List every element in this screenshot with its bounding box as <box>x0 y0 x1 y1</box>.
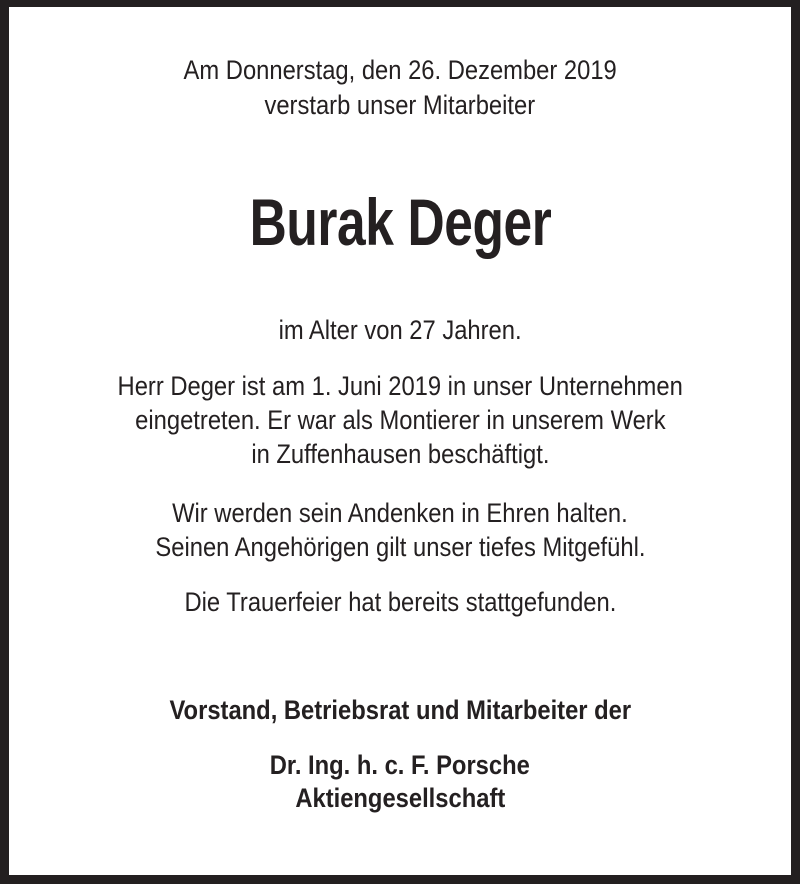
company-name-line <box>9 748 791 783</box>
age-line <box>9 313 791 348</box>
condolence-paragraph-line-1-text: Wir werden sein Andenken in Ehren halten. <box>172 498 628 528</box>
signature-line <box>9 693 791 728</box>
intro-line-text: verstarb unser Mitarbeiter <box>264 90 536 120</box>
signature-line-text: Vorstand, Betriebsrat und Mitarbeiter der <box>169 695 631 725</box>
company-name-line-text: Dr. Ing. h. c. F. Porsche <box>269 750 531 780</box>
condolence-paragraph-line-2-text: Seinen Angehörigen gilt unser tiefes Mitgefühl. <box>154 532 646 562</box>
company-legal-form-line-text: Aktiengesellschaft <box>295 783 505 813</box>
employment-paragraph-line-2 <box>9 403 791 438</box>
deceased-name <box>9 185 791 259</box>
date-line <box>9 53 791 88</box>
date-line-text: Am Donnerstag, den 26. Dezember 2019 <box>183 55 617 85</box>
intro-line <box>9 88 791 123</box>
employment-paragraph-line-2-text: eingetreten. Er war als Montierer in unserem Werk <box>134 405 666 435</box>
company-legal-form-line <box>9 781 791 816</box>
condolence-paragraph-line-1 <box>9 496 791 531</box>
funeral-line-text: Die Trauerfeier hat bereits stattgefunden. <box>184 587 616 617</box>
employment-paragraph-line-3 <box>9 437 791 472</box>
condolence-paragraph-line-2 <box>9 530 791 565</box>
deceased-name-text: Burak Deger <box>249 185 551 259</box>
employment-paragraph-line-1-text: Herr Deger ist am 1. Juni 2019 in unser Unternehmen <box>117 371 683 401</box>
funeral-line <box>9 585 791 620</box>
age-line-text: im Alter von 27 Jahren. <box>278 315 522 345</box>
employment-paragraph-line-3-text: in Zuffenhausen beschäftigt. <box>250 439 550 469</box>
employment-paragraph-line-1 <box>9 369 791 404</box>
